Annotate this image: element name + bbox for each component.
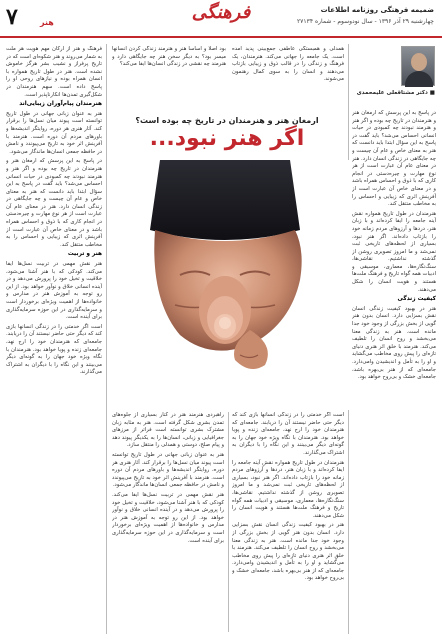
column-divider: [106, 44, 107, 634]
column-left: [6, 46, 102, 632]
paragraph: راهبردی هنرمند هنر در کنار بسیاری از جلوه‌های تمدن بشری شکل گرفته است. هنر به مثابه زبان مشترک بشری توانسته است فراتر از مرزهای جغرافیایی و زبانی، انسان‌ها را به یکدیگر پیوند دهد و پیام صلح، دوستی و همدلی را منتقل سازد.: [112, 412, 224, 449]
paragraph: هنر به عنوان زبانی جهانی در طول تاریخ توانسته است پیوند میان نسل‌ها را برقرار کند. آثار هنری هر دوره، روایتگر اندیشه‌ها و باورهای مردم آن دوره است. هنرمند با آفرینش اثر خود به تاریخ می‌پیوندد و نامش در حافظه جمعی انسان‌ها ماندگار می‌شود.: [112, 451, 224, 489]
paragraph: هنرمندان در طول تاریخ همواره نقش آینه جامعه را ایفا کرده‌اند و با زبان هنر، دردها و آرزوهای مردم زمانه خود را بازتاب داده‌اند. اگر هنر نبود، بسیاری از لحظه‌های تاریخی ثبت نمی‌شد و ما امروز تصویری روشن از گذشته نداشتیم. نقاشی‌ها، سنگ‌نگاره‌ها، معماری، موسیقی و ادبیات همه گواه تاریخ و فرهنگ ملت‌ها هستند و هویت انسان را شکل می‌دهند.: [232, 459, 344, 519]
subheading: کیفیت زندگی: [397, 296, 436, 303]
paragraph: هنرمندان در طول تاریخ همواره نقش آینه جامعه را ایفا کرده‌اند و با زبان هنر، دردها و آرزوهای مردم زمانه خود را بازتاب داده‌اند. اگر هنر نبود، بسیاری از لحظه‌های تاریخی ثبت نمی‌شد و ما امروز تصویری روشن از گذشته نداشتیم. نقاشی‌ها، سنگ‌نگاره‌ها، معماری، موسیقی و ادبیات همه گواه تاریخ و فرهنگ ملت‌ها هستند و هویت انسان را شکل می‌دهند.: [352, 210, 436, 293]
paragraph: همدلی و همبستگی عاطفی جمع‌بینی پدید آمده است. یک جامعه را جهانی می‌کند. هنرمندان، یک فرهنگ و زندگی را در قالب ذوق و زیبایی بازتاب می‌دهند و انسان را به سوی کمال رهنمون می‌شوند.: [232, 46, 344, 83]
pointing-hand-svg: [100, 160, 350, 410]
article-headline: اگر هنر نبود...: [149, 126, 305, 151]
column-center-right: [232, 412, 344, 632]
pointing-finger-illustration: [100, 160, 350, 410]
paragraph: هنر به عنوان زبانی جهانی در طول تاریخ توانسته است پیوند میان نسل‌ها را برقرار کند. آثار هنری هر دوره، روایتگر اندیشه‌ها و باورهای مردم آن دوره است. هنرمند با آفرینش اثر خود به تاریخ می‌پیوندد و نامش در حافظه جمعی انسان‌ها ماندگار می‌شود.: [6, 110, 102, 155]
column-right: [352, 110, 436, 630]
paragraph: هنر نقش مهمی در تربیت نسل‌ها ایفا می‌کند. کودکی که با هنر آشنا می‌شود، خلاقیت و تخیل خود را پرورش می‌دهد و در آینده انسانی خلاق و نوآور خواهد بود. از این رو توجه به آموزش هنر در مدارس و خانواده‌ها از اهمیت ویژه‌ای برخوردار است و سرمایه‌گذاری در این حوزه سرمایه‌گذاری برای آینده است.: [6, 261, 102, 321]
paragraph: است اگر خدمتی را در زندگی انسانها بازی کند که دیگر حتی حاضر نیستند آن را دریابند. جامعه‌ای که هنرمندان خود را ارج نهد، جامعه‌ای زنده و پویا خواهد بود. هنرمندان با نگاه ویژه خود جهان را به گونه‌ای دیگر می‌بینند و این نگاه را با دیگران به اشتراک می‌گذارند.: [6, 323, 102, 376]
column-divider: [228, 412, 229, 632]
author-name: ■ دکتر مشتاقعلی علیمحمدی: [356, 90, 435, 96]
paragraph: هنر نقش مهمی در تربیت نسل‌ها ایفا می‌کند. کودکی که با هنر آشنا می‌شود، خلاقیت و تخیل خود را پرورش می‌دهد و در آینده انسانی خلاق و نوآور خواهد بود. از این رو توجه به آموزش هنر در مدارس و خانواده‌ها از اهمیت ویژه‌ای برخوردار است و سرمایه‌گذاری در این حوزه سرمایه‌گذاری برای آینده است.: [112, 491, 224, 544]
paragraph: بود اصلاً و اساساً هنر و هنرمند زندگی کردن انسانها میسر بود؟ به دیگر سخن هنر چه جایگاهی دارد و هنرمند چه نقشی در زندگی انسان‌ها ایفا می‌کند؟: [112, 46, 226, 68]
subheading: هنر و تربیت: [67, 251, 102, 258]
subheading: هنرمندان پیام‌آوران زیبایی‌اند: [19, 101, 102, 108]
issue-meta: چهارشنبه ۲۹ آذر ۱۳۹۶ - سال نودوسوم - شماره ۲۷۱۳۴: [296, 18, 434, 25]
paragraph: هنر در بهبود کیفیت زندگی انسان نقش بسزایی دارد. انسان بدون هنر گویی از بخش بزرگی از وجود خود جدا مانده است. هنر به زندگی معنا می‌بخشد و روح انسان را تلطیف می‌کند. هنرمند با خلق اثر هنری دنیای تازه‌ای را پیش روی مخاطب می‌گشاید و او را به تأمل و اندیشیدن وامی‌دارد. جامعه‌ای که از هنر بی‌بهره باشد، جامعه‌ای خشک و بی‌روح خواهد بود.: [352, 305, 436, 381]
supplement-title: ضمیمه فرهنگی روزنامه اطلاعات: [320, 6, 434, 14]
paragraph: است اگر خدمتی را در زندگی انسانها بازی کند که دیگر حتی حاضر نیستند آن را دریابند. جامعه‌ای که هنرمندان خود را ارج نهد، جامعه‌ای زنده و پویا خواهد بود. هنرمندان با نگاه ویژه خود جهان را به گونه‌ای دیگر می‌بینند و این نگاه را با دیگران به اشتراک می‌گذارند.: [232, 412, 344, 456]
article-kicker: ارمغان هنر و هنرمندان در تاریخ چه بوده است؟: [135, 116, 319, 125]
paragraph: در پاسخ به این پرسش که ارمغان هنر و هنرمندان در تاریخ چه بوده و اگر هنر و هنرمند نبودند چه کمبودی در حیات انسانی احساس می‌شد؟ باید گفت در پاسخ به این سؤال ابتدا باید دانست که هنر به معنای خاص و عام آن چیست و چه جایگاهی در زندگی انسان دارد. هنر در معنای عام آن عبارت است از هر نوع مهارت و چیره‌دستی در انجام کاری که با ذوق و احساس همراه باشد و در معنای خاص آن عبارت است از آفرینش اثری که زیبایی و احساس را به مخاطب منتقل کند.: [6, 158, 102, 248]
brand-logo: [176, 2, 266, 34]
author-box: [355, 46, 435, 118]
lead-column-left: [112, 46, 226, 114]
paragraph: فرهنگ و هنر از ارکان مهم هویت هر ملت به شمار می‌روند و هنر شکوه‌ای است که در تاریخ پرفراز و نشیب بشر هرگز خاموش نشده است. هنر در طول تاریخ همواره با انسان همراه بوده و نیازهای روحی او را پاسخ داده است. سهم هنرمندان در شکل‌گیری تمدن‌ها انکارناپذیر است.: [6, 46, 102, 98]
paragraph: هنر در بهبود کیفیت زندگی انسان نقش بسزایی دارد. انسان بدون هنر گویی از بخش بزرگی از وجود خود جدا مانده است. هنر به زندگی معنا می‌بخشد و روح انسان را تلطیف می‌کند. هنرمند با خلق اثر هنری دنیای تازه‌ای را پیش روی مخاطب می‌گشاید و او را به تأمل و اندیشیدن وامی‌دارد. جامعه‌ای که از هنر بی‌بهره باشد، جامعه‌ای خشک و بی‌روح خواهد بود.: [232, 522, 344, 582]
page-number: ۷: [6, 4, 18, 29]
paragraph: در پاسخ به این پرسش که ارمغان هنر و هنرمندان در تاریخ چه بوده و اگر هنر و هنرمند نبودند چه کمبودی در حیات انسانی احساس می‌شد؟ باید گفت در پاسخ به این سؤال ابتدا باید دانست که هنر به معنای خاص و عام آن چیست و چه جایگاهی در زندگی انسان دارد. هنر در معنای عام آن عبارت است از هر نوع مهارت و چیره‌دستی در انجام کاری که با ذوق و احساس همراه باشد و در معنای خاص آن عبارت است از آفرینش اثری که زیبایی و احساس را به مخاطب منتقل کند.: [352, 110, 436, 208]
page-header: [0, 0, 442, 40]
header-divider: [0, 36, 442, 38]
author-photo: [401, 46, 435, 86]
brand-wordmark: فرهنگی: [191, 2, 251, 23]
column-center-left: [112, 412, 224, 632]
section-label: هنر: [40, 18, 54, 27]
lead-column-right: [232, 46, 344, 114]
